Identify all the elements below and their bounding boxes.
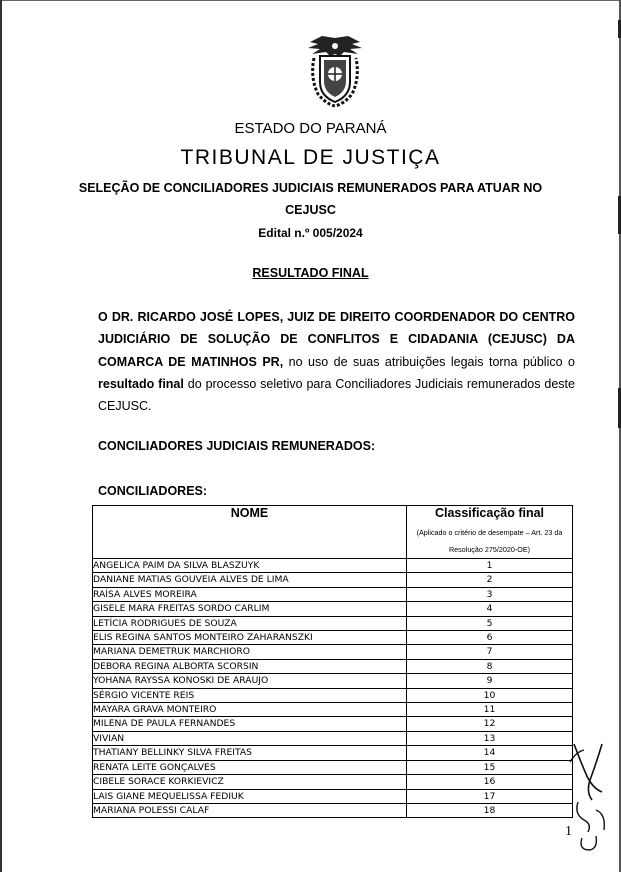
row-name-cell: RAÍSA ALVES MOREIRA — [93, 587, 407, 601]
row-rank-cell: 1 — [407, 559, 573, 573]
results-table — [92, 505, 573, 818]
table-header-row — [93, 506, 573, 559]
row-rank-cell: 5 — [407, 616, 573, 630]
selection-title-line-1: SELEÇÃO DE CONCILIADORES JUDICIAIS REMUNERADOS PARA ATUAR NO — [78, 181, 543, 195]
row-name-cell: THATIANY BELLINKY SILVA FREITAS — [93, 746, 407, 760]
intro-text-part: no uso de suas atribuições legais torna público o — [283, 354, 575, 369]
row-name-cell: MAYARA GRAVA MONTEIRO — [93, 703, 407, 717]
row-rank-cell: 12 — [407, 717, 573, 731]
intro-paragraph — [98, 306, 575, 417]
table-row — [93, 645, 573, 659]
table-row — [93, 775, 573, 789]
row-rank-cell: 14 — [407, 746, 573, 760]
row-rank-cell: 9 — [407, 674, 573, 688]
row-name-cell: RENATA LEITE GONÇALVES — [93, 760, 407, 774]
court-name: TRIBUNAL DE JUSTIÇA — [180, 146, 441, 169]
table-row — [93, 602, 573, 616]
table-row — [93, 674, 573, 688]
parana-coat-of-arms-icon — [304, 34, 366, 108]
table-body — [93, 559, 573, 818]
row-rank-cell: 15 — [407, 760, 573, 774]
edital-number: Edital n.º 005/2024 — [258, 226, 363, 240]
table-row — [93, 631, 573, 645]
table-row — [93, 803, 573, 817]
column-header-name: NOME — [93, 506, 407, 559]
row-rank-cell: 18 — [407, 803, 573, 817]
row-rank-cell: 4 — [407, 602, 573, 616]
table-row — [93, 659, 573, 673]
table-row — [93, 746, 573, 760]
subsection-heading: CONCILIADORES: — [98, 484, 208, 498]
row-name-cell: MARIANA DEMETRUK MARCHIORO — [93, 645, 407, 659]
intro-bold-part: O DR. RICARDO JOSÉ LOPES, JUIZ DE DIREITO COORDENADOR DO CENTRO JUDICIÁRIO DE SOLUÇÃO DE CONFLITOS E CIDADANIA (CEJUSC) DA COMARCA DE MATINHOS PR, — [98, 310, 575, 369]
table-row — [93, 587, 573, 601]
table-row — [93, 731, 573, 745]
row-name-cell: DANIANE MATIAS GOUVEIA ALVES DE LIMA — [93, 573, 407, 587]
row-rank-cell: 3 — [407, 587, 573, 601]
table-row — [93, 717, 573, 731]
row-name-cell: ANGELICA PAIM DA SILVA BLASZUYK — [93, 559, 407, 573]
table-row — [93, 760, 573, 774]
state-name: ESTADO DO PARANÁ — [234, 120, 387, 137]
row-name-cell: LETÍCIA RODRIGUES DE SOUZA — [93, 616, 407, 630]
row-rank-cell: 8 — [407, 659, 573, 673]
table-row — [93, 559, 573, 573]
row-name-cell: DEBORA REGINA ALBORTA SCORSIN — [93, 659, 407, 673]
scan-edge-top — [0, 0, 621, 1]
column-header-classification — [407, 506, 573, 559]
row-name-cell: YOHANA RAYSSA KONOSKI DE ARAUJO — [93, 674, 407, 688]
page-number: 1 — [565, 824, 572, 839]
row-name-cell: CIBELE SORACE KORKIEVICZ — [93, 775, 407, 789]
classification-title: Classificação final — [434, 506, 545, 520]
table-row — [93, 789, 573, 803]
table-row — [93, 616, 573, 630]
row-rank-cell: 2 — [407, 573, 573, 587]
table-row — [93, 703, 573, 717]
row-name-cell: MARIANA POLESSI CALAF — [93, 803, 407, 817]
row-rank-cell: 17 — [407, 789, 573, 803]
row-name-cell: VIVIAN — [93, 731, 407, 745]
row-name-cell: MILENA DE PAULA FERNANDES — [93, 717, 407, 731]
row-name-cell: LAIS GIANE MEQUELISSA FEDIUK — [93, 789, 407, 803]
row-name-cell: SÉRGIO VICENTE REIS — [93, 688, 407, 702]
row-name-cell: GISELE MARA FREITAS SORDO CARLIM — [93, 602, 407, 616]
intro-text-part-end: do processo seletivo para Conciliadores Judiciais remunerados deste CEJUSC. — [98, 376, 575, 414]
row-rank-cell: 10 — [407, 688, 573, 702]
classification-note: (Aplicado o critério de desempate – Art. 23 da Resolução 275/2020-OE) — [416, 528, 563, 554]
handwritten-initials-icon — [566, 740, 616, 855]
row-rank-cell: 11 — [407, 703, 573, 717]
row-name-cell: ELIS REGINA SANTOS MONTEIRO ZAHARANSZKI — [93, 631, 407, 645]
intro-bold-result: resultado final — [98, 376, 184, 391]
result-title: RESULTADO FINAL — [252, 266, 369, 280]
row-rank-cell: 13 — [407, 731, 573, 745]
row-rank-cell: 7 — [407, 645, 573, 659]
table-row — [93, 688, 573, 702]
section-heading: CONCILIADORES JUDICIAIS REMUNERADOS: — [98, 439, 376, 453]
table-row — [93, 573, 573, 587]
row-rank-cell: 6 — [407, 631, 573, 645]
selection-title-line-2: CEJUSC — [285, 203, 336, 217]
row-rank-cell: 16 — [407, 775, 573, 789]
